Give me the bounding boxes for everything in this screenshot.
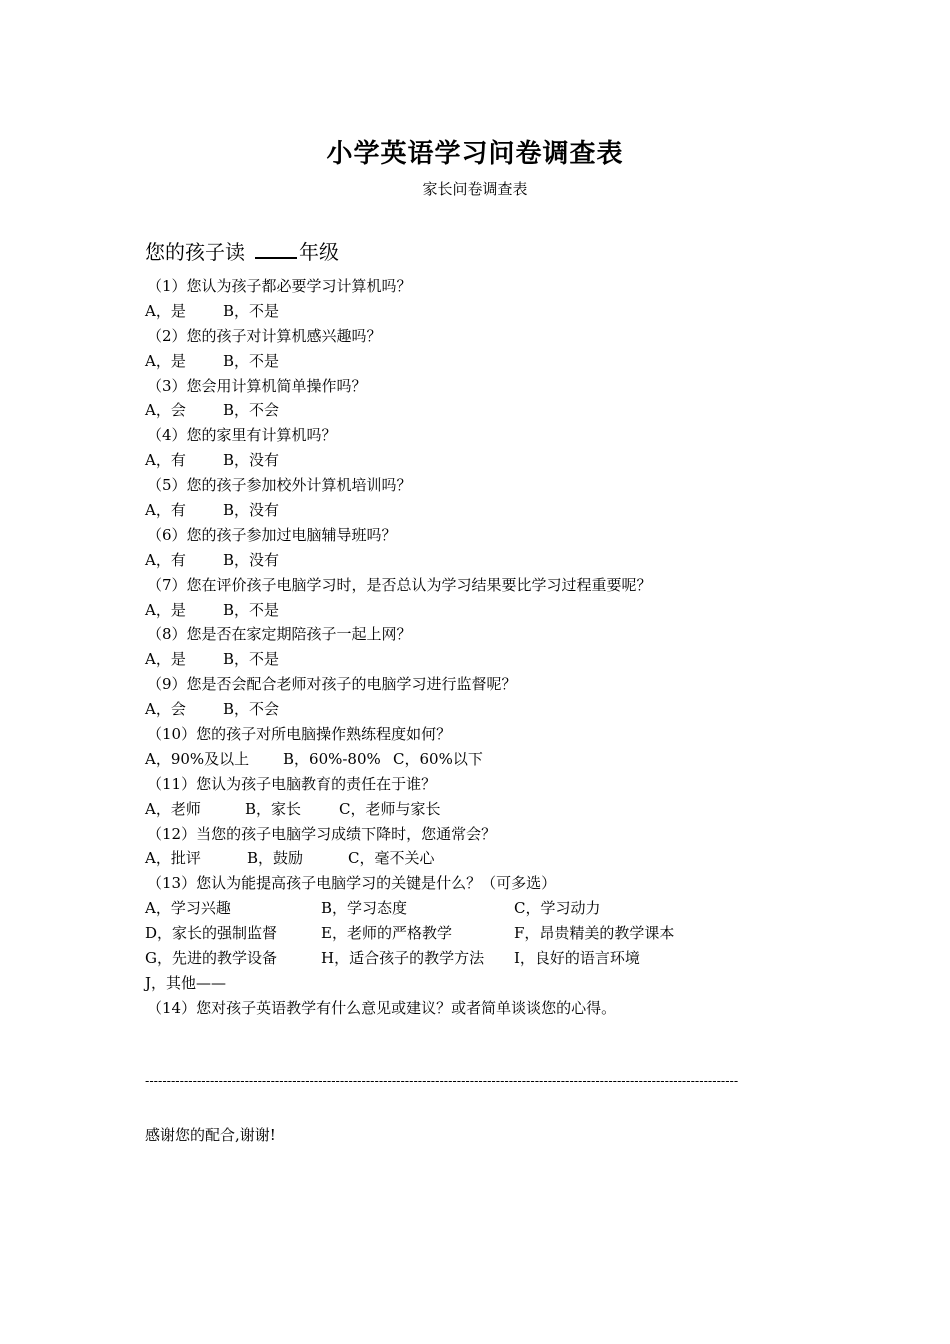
answer-option: A，老师 xyxy=(145,799,201,818)
answer-option: C，学习动力 xyxy=(514,899,601,918)
answer-option: C，60%以下 xyxy=(393,749,483,768)
answer-option: B，60%-80% xyxy=(283,749,381,768)
grade-prefix: 您的孩子读 xyxy=(145,240,245,264)
answer-option: A，批评 xyxy=(145,849,201,868)
question-text: （2）您的孩子对计算机感兴趣吗？ xyxy=(147,326,382,345)
option-row xyxy=(145,846,845,871)
question-text: （11）您认为孩子电脑教育的责任在于谁？ xyxy=(147,774,437,793)
option-row xyxy=(145,896,845,921)
answer-option: A，90%及以上 xyxy=(145,749,250,768)
answer-option: A，是 xyxy=(145,600,186,619)
answer-option: A，有 xyxy=(145,550,186,569)
answer-option: B，不是 xyxy=(223,650,280,669)
answer-option: A，会 xyxy=(145,401,186,420)
answer-option: B，没有 xyxy=(223,501,280,520)
answer-option: C，老师与家长 xyxy=(339,799,441,818)
option-row xyxy=(145,697,845,722)
answer-option: H，适合孩子的教学方法 xyxy=(321,949,485,968)
answer-option: A，是 xyxy=(145,301,186,320)
option-row xyxy=(145,398,845,423)
answer-option: B，不是 xyxy=(223,600,280,619)
answer-option: D，家长的强制监督 xyxy=(145,924,278,943)
page-subtitle: 家长问卷调查表 xyxy=(422,180,528,198)
answer-option: I，良好的语言环境 xyxy=(514,949,640,968)
question-text: （5）您的孩子参加校外计算机培训吗？ xyxy=(147,476,412,495)
answer-option: C，毫不关心 xyxy=(348,849,435,868)
option-row xyxy=(145,797,845,822)
grade-blank xyxy=(255,239,297,259)
answer-option: E，老师的严格教学 xyxy=(321,924,452,943)
answer-option: G，先进的教学设备 xyxy=(145,949,277,968)
answer-option: A，有 xyxy=(145,501,186,520)
question-text: （6）您的孩子参加过电脑辅导班吗？ xyxy=(147,525,397,544)
answer-option: J，其他—— xyxy=(145,973,227,992)
answer-option: B，没有 xyxy=(223,451,280,470)
answer-option: B，没有 xyxy=(223,550,280,569)
answer-option: A，学习兴趣 xyxy=(145,899,231,918)
question-text: （1）您认为孩子都必要学习计算机吗？ xyxy=(147,277,412,295)
answer-option: B，鼓励 xyxy=(247,849,304,868)
answer-option: B，学习态度 xyxy=(321,899,408,918)
question-text: （12）当您的孩子电脑学习成绩下降时，您通常会？ xyxy=(147,824,497,843)
answer-option: B，不是 xyxy=(223,351,280,370)
question-text: （3）您会用计算机简单操作吗？ xyxy=(147,376,367,395)
answer-option: A，有 xyxy=(145,451,186,470)
thanks-note: 感谢您的配合,谢谢! xyxy=(145,1126,276,1144)
question-text: （4）您的家里有计算机吗？ xyxy=(147,426,337,445)
grade-suffix: 年级 xyxy=(299,240,339,264)
option-row xyxy=(145,299,845,324)
option-row xyxy=(145,747,845,772)
question-text: （14）您对孩子英语教学有什么意见或建议？或者简单谈谈您的心得。 xyxy=(147,998,617,1017)
question-text: （8）您是否在家定期陪孩子一起上网？ xyxy=(147,625,412,644)
option-row xyxy=(145,946,845,971)
option-row xyxy=(145,448,845,473)
answer-option: F，昂贵精美的教学课本 xyxy=(514,924,675,943)
option-row xyxy=(145,921,845,946)
answer-option: A，会 xyxy=(145,700,186,719)
answer-option: B，不是 xyxy=(223,301,280,320)
question-text: （9）您是否会配合老师对孩子的电脑学习进行监督呢？ xyxy=(147,675,517,694)
grade-line xyxy=(145,236,339,265)
answer-option: A，是 xyxy=(145,351,186,370)
answer-option: B，家长 xyxy=(245,799,302,818)
question-list xyxy=(145,274,845,1021)
option-row xyxy=(145,349,845,374)
answer-option: B，不会 xyxy=(223,401,280,420)
question-text: （7）您在评价孩子电脑学习时，是否总认为学习结果要比学习过程重要呢？ xyxy=(147,575,652,594)
separator-line: ----------------------------------------------------------------------------------------------------------------------------------------- xyxy=(145,1074,739,1088)
answer-option: B，不会 xyxy=(223,700,280,719)
option-row xyxy=(145,647,845,672)
answer-option: A，是 xyxy=(145,650,186,669)
option-row xyxy=(145,548,845,573)
question-text: （13）您认为能提高孩子电脑学习的关键是什么？（可多选） xyxy=(147,874,557,893)
question-text: （10）您的孩子对所电脑操作熟练程度如何？ xyxy=(147,725,452,744)
option-row xyxy=(145,498,845,523)
page-title: 小学英语学习问卷调查表 xyxy=(326,139,624,169)
option-row xyxy=(145,598,845,623)
